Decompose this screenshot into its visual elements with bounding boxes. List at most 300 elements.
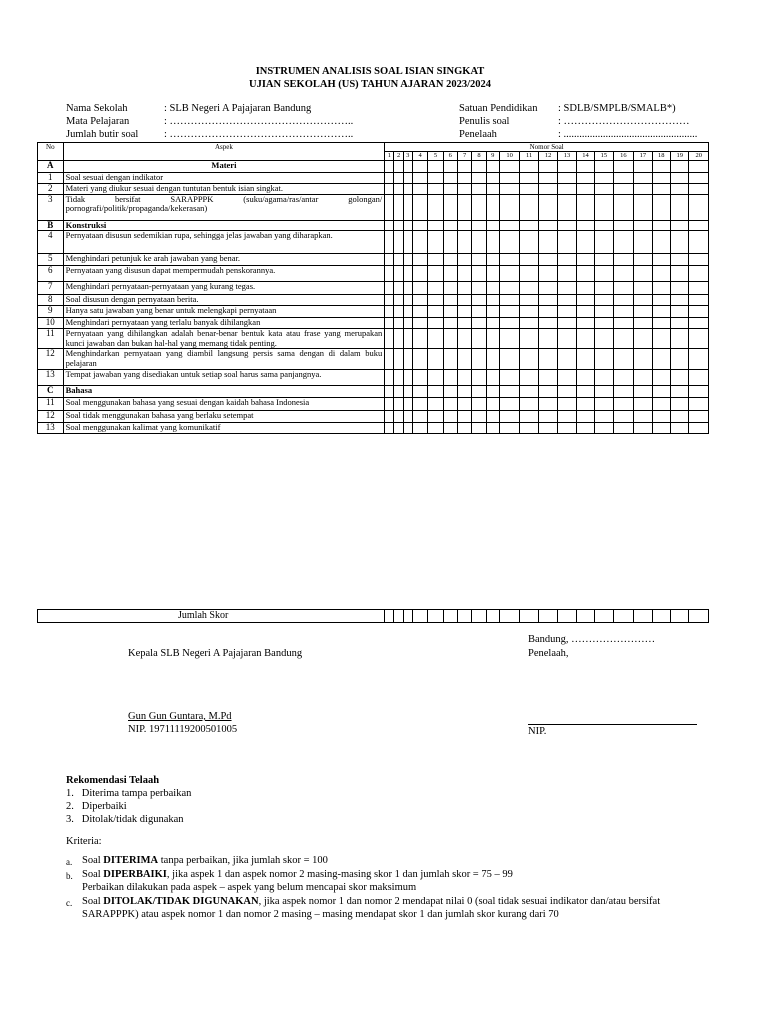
score-cell[interactable] <box>670 254 688 266</box>
score-cell[interactable] <box>443 231 457 254</box>
score-cell[interactable] <box>394 329 403 349</box>
score-cell[interactable] <box>457 194 471 220</box>
score-cell[interactable] <box>520 282 538 295</box>
score-cell[interactable] <box>652 398 670 411</box>
score-cell[interactable] <box>670 231 688 254</box>
score-cell[interactable] <box>576 231 594 254</box>
jumlah-skor-cell[interactable] <box>394 610 403 623</box>
jumlah-skor-cell[interactable] <box>486 610 499 623</box>
score-cell[interactable] <box>595 266 613 282</box>
score-cell[interactable] <box>558 349 576 370</box>
score-cell[interactable] <box>486 349 499 370</box>
score-cell[interactable] <box>394 173 403 184</box>
score-cell[interactable] <box>412 161 427 173</box>
score-cell[interactable] <box>576 329 594 349</box>
score-cell[interactable] <box>457 306 471 318</box>
score-cell[interactable] <box>558 173 576 184</box>
score-cell[interactable] <box>443 183 457 194</box>
score-cell[interactable] <box>595 423 613 434</box>
score-cell[interactable] <box>403 161 412 173</box>
score-cell[interactable] <box>394 161 403 173</box>
score-cell[interactable] <box>689 194 709 220</box>
score-cell[interactable] <box>652 423 670 434</box>
score-cell[interactable] <box>394 183 403 194</box>
score-cell[interactable] <box>499 161 519 173</box>
score-cell[interactable] <box>634 349 652 370</box>
score-cell[interactable] <box>443 220 457 231</box>
score-cell[interactable] <box>520 370 538 386</box>
score-cell[interactable] <box>443 318 457 329</box>
score-cell[interactable] <box>576 254 594 266</box>
score-cell[interactable] <box>634 183 652 194</box>
score-cell[interactable] <box>457 329 471 349</box>
score-cell[interactable] <box>412 398 427 411</box>
score-cell[interactable] <box>394 254 403 266</box>
score-cell[interactable] <box>486 295 499 306</box>
score-cell[interactable] <box>613 254 633 266</box>
score-cell[interactable] <box>652 306 670 318</box>
score-cell[interactable] <box>652 161 670 173</box>
score-cell[interactable] <box>499 173 519 184</box>
score-cell[interactable] <box>558 370 576 386</box>
score-cell[interactable] <box>403 370 412 386</box>
score-cell[interactable] <box>634 173 652 184</box>
score-cell[interactable] <box>520 183 538 194</box>
score-cell[interactable] <box>499 411 519 423</box>
score-cell[interactable] <box>670 306 688 318</box>
jumlah-skor-cell[interactable] <box>412 610 427 623</box>
score-cell[interactable] <box>538 183 557 194</box>
score-cell[interactable] <box>499 254 519 266</box>
score-cell[interactable] <box>472 282 486 295</box>
score-cell[interactable] <box>538 194 557 220</box>
score-cell[interactable] <box>670 173 688 184</box>
score-cell[interactable] <box>403 282 412 295</box>
score-cell[interactable] <box>652 411 670 423</box>
score-cell[interactable] <box>394 306 403 318</box>
score-cell[interactable] <box>457 318 471 329</box>
score-cell[interactable] <box>428 254 443 266</box>
score-cell[interactable] <box>595 306 613 318</box>
score-cell[interactable] <box>412 266 427 282</box>
score-cell[interactable] <box>576 306 594 318</box>
score-cell[interactable] <box>613 411 633 423</box>
jumlah-skor-cell[interactable] <box>652 610 670 623</box>
score-cell[interactable] <box>538 295 557 306</box>
score-cell[interactable] <box>613 423 633 434</box>
score-cell[interactable] <box>652 173 670 184</box>
score-cell[interactable] <box>385 295 394 306</box>
score-cell[interactable] <box>595 318 613 329</box>
score-cell[interactable] <box>538 161 557 173</box>
score-cell[interactable] <box>394 220 403 231</box>
score-cell[interactable] <box>520 173 538 184</box>
score-cell[interactable] <box>558 183 576 194</box>
score-cell[interactable] <box>670 282 688 295</box>
score-cell[interactable] <box>634 370 652 386</box>
score-cell[interactable] <box>412 183 427 194</box>
score-cell[interactable] <box>652 295 670 306</box>
score-cell[interactable] <box>576 194 594 220</box>
score-cell[interactable] <box>499 231 519 254</box>
score-cell[interactable] <box>385 386 394 398</box>
score-cell[interactable] <box>443 266 457 282</box>
score-cell[interactable] <box>472 349 486 370</box>
score-cell[interactable] <box>558 295 576 306</box>
score-cell[interactable] <box>652 370 670 386</box>
score-cell[interactable] <box>443 306 457 318</box>
score-cell[interactable] <box>403 220 412 231</box>
score-cell[interactable] <box>486 231 499 254</box>
score-cell[interactable] <box>652 194 670 220</box>
score-cell[interactable] <box>558 231 576 254</box>
score-cell[interactable] <box>520 423 538 434</box>
score-cell[interactable] <box>403 266 412 282</box>
score-cell[interactable] <box>472 173 486 184</box>
score-cell[interactable] <box>412 329 427 349</box>
score-cell[interactable] <box>428 386 443 398</box>
score-cell[interactable] <box>652 386 670 398</box>
score-cell[interactable] <box>385 370 394 386</box>
score-cell[interactable] <box>613 349 633 370</box>
score-cell[interactable] <box>428 220 443 231</box>
score-cell[interactable] <box>689 386 709 398</box>
score-cell[interactable] <box>634 329 652 349</box>
score-cell[interactable] <box>412 306 427 318</box>
score-cell[interactable] <box>486 282 499 295</box>
score-cell[interactable] <box>486 183 499 194</box>
score-cell[interactable] <box>689 349 709 370</box>
score-cell[interactable] <box>499 295 519 306</box>
score-cell[interactable] <box>613 306 633 318</box>
score-cell[interactable] <box>412 295 427 306</box>
score-cell[interactable] <box>499 423 519 434</box>
score-cell[interactable] <box>486 386 499 398</box>
score-cell[interactable] <box>576 411 594 423</box>
score-cell[interactable] <box>613 398 633 411</box>
score-cell[interactable] <box>595 254 613 266</box>
score-cell[interactable] <box>428 329 443 349</box>
score-cell[interactable] <box>443 398 457 411</box>
score-cell[interactable] <box>538 329 557 349</box>
score-cell[interactable] <box>634 306 652 318</box>
score-cell[interactable] <box>595 173 613 184</box>
score-cell[interactable] <box>595 161 613 173</box>
score-cell[interactable] <box>670 329 688 349</box>
score-cell[interactable] <box>576 423 594 434</box>
score-cell[interactable] <box>385 411 394 423</box>
score-cell[interactable] <box>412 173 427 184</box>
score-cell[interactable] <box>428 398 443 411</box>
score-cell[interactable] <box>472 220 486 231</box>
score-cell[interactable] <box>576 220 594 231</box>
score-cell[interactable] <box>428 370 443 386</box>
score-cell[interactable] <box>403 173 412 184</box>
score-cell[interactable] <box>538 411 557 423</box>
score-cell[interactable] <box>472 386 486 398</box>
score-cell[interactable] <box>670 295 688 306</box>
score-cell[interactable] <box>689 318 709 329</box>
score-cell[interactable] <box>394 295 403 306</box>
score-cell[interactable] <box>457 295 471 306</box>
score-cell[interactable] <box>457 183 471 194</box>
score-cell[interactable] <box>486 318 499 329</box>
score-cell[interactable] <box>385 306 394 318</box>
score-cell[interactable] <box>499 282 519 295</box>
jumlah-skor-cell[interactable] <box>576 610 594 623</box>
score-cell[interactable] <box>403 318 412 329</box>
score-cell[interactable] <box>689 423 709 434</box>
score-cell[interactable] <box>652 318 670 329</box>
score-cell[interactable] <box>472 423 486 434</box>
score-cell[interactable] <box>689 266 709 282</box>
score-cell[interactable] <box>576 318 594 329</box>
score-cell[interactable] <box>576 161 594 173</box>
score-cell[interactable] <box>443 423 457 434</box>
score-cell[interactable] <box>457 161 471 173</box>
score-cell[interactable] <box>538 254 557 266</box>
score-cell[interactable] <box>457 386 471 398</box>
score-cell[interactable] <box>472 411 486 423</box>
score-cell[interactable] <box>595 411 613 423</box>
score-cell[interactable] <box>428 306 443 318</box>
score-cell[interactable] <box>689 370 709 386</box>
score-cell[interactable] <box>472 231 486 254</box>
jumlah-skor-cell[interactable] <box>689 610 709 623</box>
score-cell[interactable] <box>499 306 519 318</box>
score-cell[interactable] <box>634 220 652 231</box>
score-cell[interactable] <box>486 266 499 282</box>
score-cell[interactable] <box>472 266 486 282</box>
score-cell[interactable] <box>689 254 709 266</box>
score-cell[interactable] <box>486 220 499 231</box>
score-cell[interactable] <box>613 183 633 194</box>
score-cell[interactable] <box>576 266 594 282</box>
score-cell[interactable] <box>613 266 633 282</box>
score-cell[interactable] <box>394 349 403 370</box>
score-cell[interactable] <box>457 266 471 282</box>
score-cell[interactable] <box>385 398 394 411</box>
score-cell[interactable] <box>670 220 688 231</box>
jumlah-skor-cell[interactable] <box>428 610 443 623</box>
score-cell[interactable] <box>520 161 538 173</box>
jumlah-skor-cell[interactable] <box>595 610 613 623</box>
score-cell[interactable] <box>558 318 576 329</box>
score-cell[interactable] <box>576 295 594 306</box>
score-cell[interactable] <box>385 266 394 282</box>
score-cell[interactable] <box>558 411 576 423</box>
score-cell[interactable] <box>385 173 394 184</box>
score-cell[interactable] <box>652 254 670 266</box>
score-cell[interactable] <box>385 282 394 295</box>
score-cell[interactable] <box>634 386 652 398</box>
score-cell[interactable] <box>689 329 709 349</box>
score-cell[interactable] <box>595 386 613 398</box>
score-cell[interactable] <box>670 370 688 386</box>
score-cell[interactable] <box>385 194 394 220</box>
score-cell[interactable] <box>689 398 709 411</box>
score-cell[interactable] <box>558 254 576 266</box>
score-cell[interactable] <box>385 183 394 194</box>
score-cell[interactable] <box>457 411 471 423</box>
score-cell[interactable] <box>670 423 688 434</box>
score-cell[interactable] <box>394 370 403 386</box>
jumlah-skor-cell[interactable] <box>403 610 412 623</box>
score-cell[interactable] <box>394 411 403 423</box>
score-cell[interactable] <box>576 349 594 370</box>
score-cell[interactable] <box>558 329 576 349</box>
score-cell[interactable] <box>595 295 613 306</box>
score-cell[interactable] <box>520 329 538 349</box>
score-cell[interactable] <box>412 282 427 295</box>
score-cell[interactable] <box>412 220 427 231</box>
score-cell[interactable] <box>472 318 486 329</box>
score-cell[interactable] <box>412 386 427 398</box>
score-cell[interactable] <box>670 398 688 411</box>
score-cell[interactable] <box>613 173 633 184</box>
score-cell[interactable] <box>652 183 670 194</box>
score-cell[interactable] <box>520 254 538 266</box>
score-cell[interactable] <box>538 266 557 282</box>
score-cell[interactable] <box>652 220 670 231</box>
score-cell[interactable] <box>499 349 519 370</box>
score-cell[interactable] <box>457 423 471 434</box>
score-cell[interactable] <box>652 329 670 349</box>
score-cell[interactable] <box>538 282 557 295</box>
score-cell[interactable] <box>403 386 412 398</box>
score-cell[interactable] <box>457 173 471 184</box>
jumlah-skor-cell[interactable] <box>670 610 688 623</box>
score-cell[interactable] <box>403 411 412 423</box>
score-cell[interactable] <box>472 254 486 266</box>
score-cell[interactable] <box>613 282 633 295</box>
score-cell[interactable] <box>403 329 412 349</box>
score-cell[interactable] <box>595 231 613 254</box>
score-cell[interactable] <box>486 161 499 173</box>
score-cell[interactable] <box>520 266 538 282</box>
score-cell[interactable] <box>558 423 576 434</box>
score-cell[interactable] <box>613 386 633 398</box>
score-cell[interactable] <box>538 386 557 398</box>
score-cell[interactable] <box>538 173 557 184</box>
jumlah-skor-cell[interactable] <box>520 610 538 623</box>
score-cell[interactable] <box>394 231 403 254</box>
score-cell[interactable] <box>394 282 403 295</box>
score-cell[interactable] <box>428 411 443 423</box>
score-cell[interactable] <box>472 370 486 386</box>
score-cell[interactable] <box>520 398 538 411</box>
score-cell[interactable] <box>558 282 576 295</box>
score-cell[interactable] <box>394 318 403 329</box>
score-cell[interactable] <box>472 295 486 306</box>
jumlah-skor-cell[interactable] <box>457 610 471 623</box>
score-cell[interactable] <box>385 329 394 349</box>
score-cell[interactable] <box>457 220 471 231</box>
score-cell[interactable] <box>385 254 394 266</box>
score-cell[interactable] <box>412 349 427 370</box>
score-cell[interactable] <box>689 161 709 173</box>
jumlah-skor-cell[interactable] <box>443 610 457 623</box>
score-cell[interactable] <box>499 329 519 349</box>
score-cell[interactable] <box>520 411 538 423</box>
score-cell[interactable] <box>613 295 633 306</box>
score-cell[interactable] <box>520 220 538 231</box>
score-cell[interactable] <box>576 282 594 295</box>
score-cell[interactable] <box>457 370 471 386</box>
score-cell[interactable] <box>385 161 394 173</box>
score-cell[interactable] <box>472 194 486 220</box>
score-cell[interactable] <box>486 194 499 220</box>
score-cell[interactable] <box>428 183 443 194</box>
score-cell[interactable] <box>499 386 519 398</box>
score-cell[interactable] <box>634 266 652 282</box>
score-cell[interactable] <box>403 306 412 318</box>
score-cell[interactable] <box>443 194 457 220</box>
score-cell[interactable] <box>520 386 538 398</box>
score-cell[interactable] <box>394 194 403 220</box>
score-cell[interactable] <box>412 423 427 434</box>
score-cell[interactable] <box>428 161 443 173</box>
score-cell[interactable] <box>634 282 652 295</box>
score-cell[interactable] <box>558 306 576 318</box>
score-cell[interactable] <box>595 282 613 295</box>
score-cell[interactable] <box>595 220 613 231</box>
score-cell[interactable] <box>558 266 576 282</box>
score-cell[interactable] <box>613 231 633 254</box>
score-cell[interactable] <box>670 183 688 194</box>
score-cell[interactable] <box>689 220 709 231</box>
score-cell[interactable] <box>443 370 457 386</box>
score-cell[interactable] <box>538 423 557 434</box>
score-cell[interactable] <box>538 220 557 231</box>
score-cell[interactable] <box>428 349 443 370</box>
score-cell[interactable] <box>412 194 427 220</box>
score-cell[interactable] <box>428 282 443 295</box>
jumlah-skor-cell[interactable] <box>385 610 394 623</box>
score-cell[interactable] <box>538 306 557 318</box>
score-cell[interactable] <box>412 254 427 266</box>
score-cell[interactable] <box>634 254 652 266</box>
jumlah-skor-cell[interactable] <box>634 610 652 623</box>
score-cell[interactable] <box>428 423 443 434</box>
score-cell[interactable] <box>576 370 594 386</box>
score-cell[interactable] <box>394 398 403 411</box>
score-cell[interactable] <box>457 282 471 295</box>
score-cell[interactable] <box>385 220 394 231</box>
score-cell[interactable] <box>443 161 457 173</box>
score-cell[interactable] <box>428 266 443 282</box>
score-cell[interactable] <box>472 183 486 194</box>
score-cell[interactable] <box>443 386 457 398</box>
score-cell[interactable] <box>576 173 594 184</box>
score-cell[interactable] <box>486 329 499 349</box>
jumlah-skor-cell[interactable] <box>499 610 519 623</box>
score-cell[interactable] <box>670 194 688 220</box>
score-cell[interactable] <box>558 161 576 173</box>
score-cell[interactable] <box>634 411 652 423</box>
score-cell[interactable] <box>403 254 412 266</box>
score-cell[interactable] <box>558 194 576 220</box>
score-cell[interactable] <box>499 194 519 220</box>
score-cell[interactable] <box>595 183 613 194</box>
score-cell[interactable] <box>652 349 670 370</box>
score-cell[interactable] <box>486 398 499 411</box>
score-cell[interactable] <box>670 386 688 398</box>
score-cell[interactable] <box>403 349 412 370</box>
score-cell[interactable] <box>613 370 633 386</box>
score-cell[interactable] <box>689 173 709 184</box>
score-cell[interactable] <box>689 295 709 306</box>
